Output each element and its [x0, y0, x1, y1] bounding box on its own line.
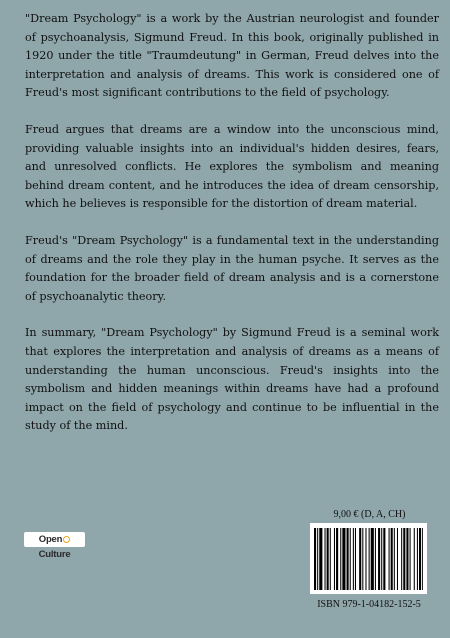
back-cover-description: [25, 10, 439, 454]
barcode: [310, 523, 427, 594]
logo-ring-icon: [63, 536, 70, 543]
description-paragraph: Freud's "Dream Psychology" is a fundamental text in the understanding of dreams and the role they play in the human psyche. It serves as the foundation for the broader field of dream analysis and is a cornerstone of psychoanalytic theory.: [25, 233, 439, 303]
isbn-label: ISBN 979-1-04182-152-5: [317, 599, 421, 610]
description-paragraph: In summary, "Dream Psychology" by Sigmund Freud is a seminal work that explores the interpretation and analysis of dreams as a means of understanding the human unconscious. Freud's insights into the symbolism and hidden meanings within dreams have had a profound impact on the field of psychology and continue to be influential in the study of the mind.: [25, 326, 439, 433]
logo-text-culture: Culture: [38, 549, 71, 560]
publisher-logo: [24, 532, 85, 560]
logo-text-open: Open: [38, 534, 63, 545]
description-paragraph: Freud argues that dreams are a window into the unconscious mind, providing valuable insights into an individual's hidden desires, fears, and unresolved conflicts. He explores the symbolism and meaning behind dream content, and he introduces the idea of dream censorship, which he believes is responsible for the distortion of dream material.: [25, 122, 439, 211]
price-label: 9,00 € (D, A, CH): [333, 509, 406, 520]
description-paragraph: "Dream Psychology" is a work by the Austrian neurologist and founder of psychoanalysis, Sigmund Freud. In this book, originally published in 1920 under the title "Traumdeutung" in German, Freud delves into the interpretation and analysis of dreams. This work is considered one of Freud's most significant contributions to the field of psychology.: [25, 12, 439, 100]
barcode-bars-icon: [314, 528, 423, 590]
